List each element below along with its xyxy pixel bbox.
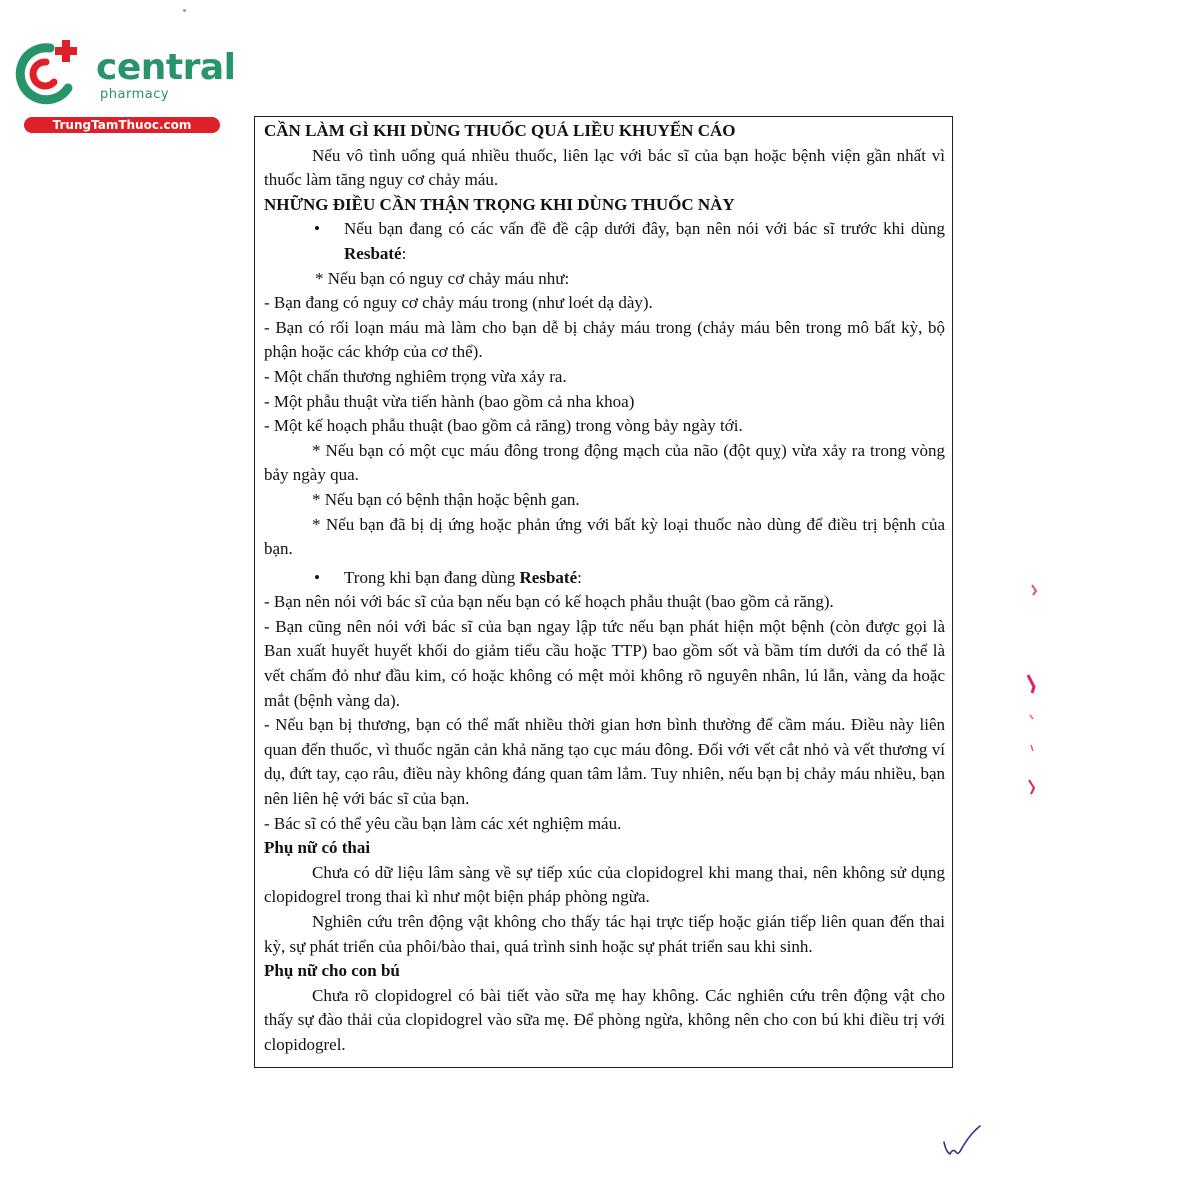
red-stamp-edge-marks (1020, 575, 1046, 815)
bullet-colon: : (401, 243, 407, 263)
paragraph-pregnancy-2: Nghiên cứu trên động vật không cho thấy tác hại trực tiếp hoặc gián tiếp liên quan đến thai kỳ, sự phát triển của phôi/bào thai, quá trình sinh hoặc sự phát triển sau khi sinh. (264, 912, 945, 956)
paragraph-overdose: Nếu vô tình uống quá nhiều thuốc, liên lạc với bác sĩ của bạn hoặc bệnh viện gần nhất vì thuốc làm tăng nguy cơ chảy máu. (264, 145, 945, 190)
scan-speck (183, 9, 186, 12)
heading-breastfeeding: Phụ nữ cho con bú (264, 961, 400, 981)
heading-overdose: CẦN LÀM GÌ KHI DÙNG THUỐC QUÁ LIỀU KHUYẾN CÁO (264, 121, 736, 140)
bullet-colon-2: : (577, 567, 582, 587)
paragraph-breastfeeding: Chưa rõ clopidogrel có bài tiết vào sữa mẹ hay không. Các nghiên cứu trên động vật cho thấy sự đào thải của clopidogrel vào sữa mẹ. Để phòng ngừa, không nên cho con bú khi điều trị với clopidogrel. (264, 985, 945, 1054)
heading-pregnancy: Phụ nữ có thai (264, 838, 371, 858)
dash-item-2: - Bạn có rối loạn máu mà làm cho bạn dễ bị chảy máu trong (chảy máu bên trong mô bất kỳ, bộ phận hoặc các khớp của cơ thể). (264, 317, 945, 362)
dash-item-4: - Một phẫu thuật vừa tiến hành (bao gồm cả nha khoa) (264, 391, 635, 411)
star-allergy: * Nếu bạn đã bị dị ứng hoặc phản ứng với bất kỳ loại thuốc nào dùng để điều trị bệnh của bạn. (264, 514, 945, 559)
drug-name-2: Resbaté (519, 567, 578, 587)
dash-item-6: - Bạn nên nói với bác sĩ của bạn nếu bạn có kế hoạch phẫu thuật (bao gồm cả răng). (264, 592, 834, 612)
bullet-while-using-text: Trong khi bạn đang dùng (344, 567, 520, 587)
dash-item-3: - Một chấn thương nghiêm trọng vừa xảy ra. (264, 366, 567, 386)
logo-subtitle: pharmacy (100, 87, 170, 102)
paragraph-pregnancy-1: Chưa có dữ liệu lâm sàng về sự tiếp xúc của clopidogrel khi mang thai, nên không sử dụng clopidogrel trong thai kì như một biện pháp phòng ngừa. (264, 862, 945, 907)
dash-item-7: - Bạn cũng nên nói với bác sĩ của bạn ngay lập tức nếu bạn phát hiện một bệnh (còn được gọi là Ban xuất huyết huyết khối do giảm tiểu cầu hoặc TTP) bao gồm sốt và bầm tím dưới da có thể là vết chấm đỏ như đầu kim, có hoặc không có mệt mỏi không rõ nguyên nhân, lú lẫn, vàng da hoặc mắt (bệnh vàng da). (264, 616, 945, 710)
dash-item-5: - Một kế hoạch phẫu thuật (bao gồm cả răng) trong vòng bảy ngày tới. (264, 416, 743, 436)
star-kidney: * Nếu bạn có bệnh thận hoặc bệnh gan. (312, 489, 580, 509)
dash-item-1: - Bạn đang có nguy cơ chảy máu trong (như loét dạ dày). (264, 293, 653, 313)
dash-item-8: - Nếu bạn bị thương, bạn có thể mất nhiều thời gian hơn bình thường để cầm máu. Điều này liên quan đến thuốc, vì thuốc ngăn cản khả năng tạo cục máu đông. Đối với vết cắt nhỏ và vết thương ví dụ, đứt tay, cạo râu, điều này không đáng quan tâm lắm. Tuy nhiên, nếu bạn bị chảy máu nhiều, bạn nên liên hệ với bác sĩ của bạn. (264, 715, 945, 809)
leaflet-text-box (254, 116, 953, 1068)
star-clot: * Nếu bạn có một cục máu đông trong động mạch của não (đột quỵ) vừa xảy ra trong vòng bảy ngày qua. (264, 440, 945, 485)
logo-brand-name: central (96, 47, 236, 88)
drug-name: Resbaté (344, 243, 402, 263)
signature-tick-icon (940, 1122, 984, 1162)
logo-website: TrungTamThuoc.com (24, 117, 220, 133)
heading-precautions: NHỮNG ĐIỀU CẦN THẬN TRỌNG KHI DÙNG THUỐC NÀY (264, 194, 735, 214)
bullet-while-using (264, 566, 945, 591)
bullet-before-use (264, 217, 945, 266)
central-pharmacy-logo-icon (10, 36, 90, 106)
star-bleeding-risk: * Nếu bạn có nguy cơ chảy máu như: (315, 268, 570, 288)
bullet-before-use-text: Nếu bạn đang có các vấn đề đề cập dưới đây, bạn nên nói với bác sĩ trước khi dùng (344, 219, 945, 239)
dash-item-9: - Bác sĩ có thể yêu cầu bạn làm các xét nghiệm máu. (264, 813, 622, 833)
brand-logo (10, 36, 236, 136)
